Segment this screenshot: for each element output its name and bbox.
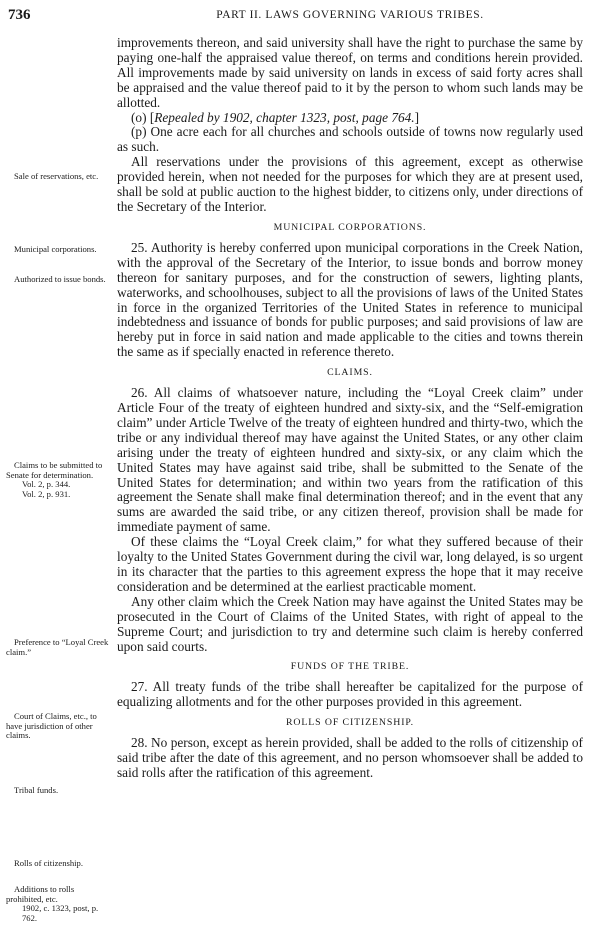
margin-note-court xyxy=(6,712,113,741)
heading-rolls-of-citizenship: ROLLS OF CITIZENSHIP. xyxy=(285,717,415,729)
main-text xyxy=(117,36,583,781)
margin-note-claims xyxy=(6,461,113,499)
heading-funds-of-the-tribe: FUNDS OF THE TRIBE. xyxy=(290,661,410,673)
paragraph-intro: improvements thereon, and said university shall have the right to purchase the same by paying one-half the appraised value thereof, on terms and conditions herein provided. All improvements made by said university on lands in excess of said forty acres shall be appraised and the value thereof paid to it by the person to whom such lands may be allotted. xyxy=(117,35,583,110)
margin-note-additions xyxy=(6,885,113,923)
margin-note-municipal xyxy=(6,245,113,255)
paragraph-28: 28. No person, except as herein provided, shall be added to the rolls of citizenship of said tribe after the date of this agreement, and no person whomsoever shall be added to said rolls after the ratification of this agreement. xyxy=(117,735,583,781)
margin-note-rolls xyxy=(6,859,113,869)
margin-note-title: Tribal funds. xyxy=(14,785,59,795)
margin-note-title: Claims to be submitted to Senate for determination. xyxy=(6,460,103,480)
margin-note-title: Rolls of citizenship. xyxy=(14,858,83,868)
paragraph-reservations: All reservations under the provisions of this agreement, except as otherwise provided herein, when not needed for the purposes for which they are at present used, shall be sold at public auction to the highest bidder, to citizens only, under directions of the Secretary of the Interior. xyxy=(117,154,583,214)
margin-note-sale xyxy=(6,172,113,182)
margin-note-bonds xyxy=(6,275,113,285)
paragraph-p: (p) One acre each for all churches and schools outside of towns now regularly used as such. xyxy=(117,124,583,155)
heading-municipal-corporations: MUNICIPAL CORPORATIONS. xyxy=(273,221,427,233)
margin-note-title: Sale of reservations, etc. xyxy=(14,171,99,181)
margin-note-preference xyxy=(6,638,113,657)
paragraph-25: 25. Authority is hereby conferred upon municipal corporations in the Creek Nation, with the approval of the Secretary of the Interior, to issue bonds and borrow money thereon for sanitary purposes, and for the construction of sewers, lighting plants, waterworks, and schoolhouses, subject to all the provisions of laws of the United States in force in the organized Territories of the United States in reference to municipal indebtedness and issuance of bonds for public purposes; and said provisions of law are hereby put in force in said nation and made applicable to the cities and towns therein the same as if specially enacted in reference thereto. xyxy=(117,239,583,360)
paragraph-27: 27. All treaty funds of the tribe shall hereafter be capitalized for the purpose of equalizing allotments and for the other purposes provided in this agreement. xyxy=(117,679,583,710)
margin-note-ref: Vol. 2, p. 344. xyxy=(22,479,71,490)
paragraph-o-repeal-note: Repealed by 1902, chapter 1323, post, page 764. xyxy=(154,109,415,125)
paragraph-o-close: ] xyxy=(414,109,420,125)
margin-note-title: Additions to rolls prohibited, etc. xyxy=(6,884,75,904)
running-head: PART II. LAWS GOVERNING VARIOUS TRIBES. xyxy=(216,9,484,21)
page-header xyxy=(8,7,592,25)
margin-note-title: Municipal corporations. xyxy=(14,244,97,254)
margin-note-title: Preference to “Loyal Creek claim.” xyxy=(6,637,109,657)
page-number: 736 xyxy=(8,7,31,23)
margin-note-title: Court of Claims, etc., to have jurisdiction of other claims. xyxy=(6,711,97,741)
paragraph-26: 26. All claims of whatsoever nature, including the “Loyal Creek claim” under Article Four of the treaty of eighteen hundred and sixty-six, and the “Self-emigration claim” under Article Twelve of the treaty of eighteen hundred and thirty-two, which the tribe or any individual thereof may have against the United States, or any other claim arising under the treaty of eighteen hundred and sixty-six, or any claim which the United States may have against said tribe, shall be submitted to the Senate of the United States for determination; and within two years from the ratification of this agreement the Senate shall make final determination thereof; and in the event that any sums are awarded the said tribe, or any citizen thereof, provision shall be made for immediate payment of same. xyxy=(117,385,583,535)
margin-note-ref: Vol. 2, p. 931. xyxy=(22,488,71,499)
paragraph-o-label: (o) [ xyxy=(131,109,155,125)
heading-claims: CLAIMS. xyxy=(327,367,373,379)
paragraph-o xyxy=(117,111,583,126)
paragraph-loyal-creek: Of these claims the “Loyal Creek claim,” for what they suffered because of their loyalty to the United States Government during the civil war, long delayed, is so urgent in its character that the parties to this agreement express the hope that it may receive consideration and be determined at the earliest practicable moment. xyxy=(117,534,583,594)
margin-note-title: Authorized to issue bonds. xyxy=(14,274,106,284)
paragraph-other-claims: Any other claim which the Creek Nation may have against the United States may be prosecuted in the Court of Claims of the United States, with right of appeal to the Supreme Court; and jurisdiction to try and determine such claim is hereby conferred upon said courts. xyxy=(117,593,583,654)
margin-note-ref: 1902, c. 1323, post, p. 762. xyxy=(22,903,99,923)
margin-note-funds xyxy=(6,786,113,796)
